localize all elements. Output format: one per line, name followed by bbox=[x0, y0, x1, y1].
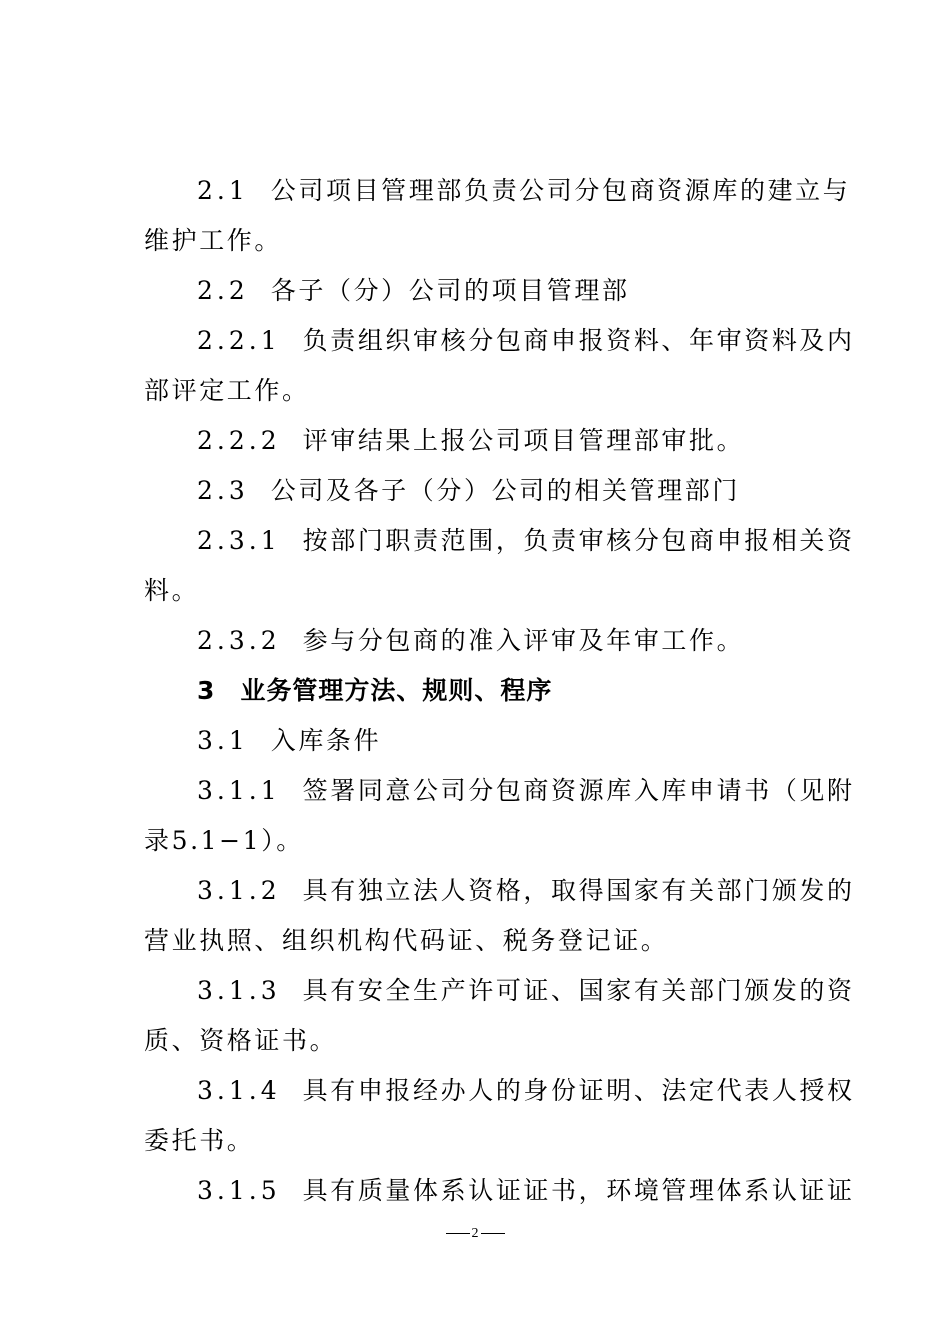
paragraph-2-2-2 bbox=[197, 426, 744, 456]
paragraph-text: 具有质量体系认证证书，环境管理体系认证证 bbox=[302, 1176, 855, 1205]
paragraph-text: 公司项目管理部负责公司分包商资源库的建立与 bbox=[270, 176, 851, 205]
paragraph-3-1-4 bbox=[197, 1076, 855, 1106]
section-number: 3 bbox=[197, 676, 219, 705]
footer-dash-right bbox=[481, 1233, 505, 1234]
paragraph-text: 具有申报经办人的身份证明、法定代表人授权 bbox=[302, 1076, 855, 1105]
paragraph-text: 按部门职责范围，负责审核分包商申报相关资 bbox=[302, 526, 855, 555]
page-number: 2 bbox=[471, 1226, 479, 1241]
section-number: 3.1.1 bbox=[197, 776, 281, 805]
paragraph-3-1-3 bbox=[197, 976, 855, 1006]
paragraph-2-2-1 bbox=[197, 326, 855, 356]
paragraph-continuation: 部评定工作。 bbox=[144, 376, 310, 405]
paragraph-text: 评审结果上报公司项目管理部审批。 bbox=[302, 426, 745, 455]
section-number: 3.1.2 bbox=[197, 876, 281, 905]
paragraph-text: 参与分包商的准入评审及年审工作。 bbox=[302, 626, 745, 655]
paragraph-text: 公司及各子（分）公司的相关管理部门 bbox=[270, 476, 740, 505]
section-number: 3.1.3 bbox=[197, 976, 281, 1005]
paragraph-text: 各子（分）公司的项目管理部 bbox=[270, 276, 630, 305]
section-number: 2.3 bbox=[197, 476, 249, 505]
paragraph-2-1 bbox=[197, 176, 850, 206]
paragraph-2-3-1 bbox=[197, 526, 855, 556]
section-heading-3 bbox=[197, 676, 552, 706]
paragraph-text: 具有独立法人资格，取得国家有关部门颁发的 bbox=[302, 876, 855, 905]
paragraph-2-3-2 bbox=[197, 626, 744, 656]
paragraph-3-1-1 bbox=[197, 776, 855, 806]
paragraph-continuation: 料。 bbox=[144, 576, 200, 605]
paragraph-3-1 bbox=[197, 726, 381, 756]
section-number: 2.3.2 bbox=[197, 626, 281, 655]
page-footer bbox=[0, 1226, 950, 1242]
section-number: 2.2.2 bbox=[197, 426, 281, 455]
paragraph-text: 入库条件 bbox=[270, 726, 382, 755]
paragraph-2-3 bbox=[197, 476, 740, 506]
heading-text: 业务管理方法、规则、程序 bbox=[240, 676, 553, 705]
paragraph-3-1-2 bbox=[197, 876, 855, 906]
paragraph-text: 具有安全生产许可证、国家有关部门颁发的资 bbox=[302, 976, 855, 1005]
paragraph-continuation: 委托书。 bbox=[144, 1126, 255, 1155]
section-number: 2.1 bbox=[197, 176, 249, 205]
section-number: 2.3.1 bbox=[197, 526, 281, 555]
section-number: 3.1.4 bbox=[197, 1076, 281, 1105]
paragraph-3-1-5 bbox=[197, 1176, 855, 1206]
section-number: 3.1 bbox=[197, 726, 249, 755]
paragraph-text: 负责组织审核分包商申报资料、年审资料及内 bbox=[302, 326, 855, 355]
section-number: 2.2 bbox=[197, 276, 249, 305]
paragraph-continuation: 维护工作。 bbox=[144, 226, 283, 255]
paragraph-2-2 bbox=[197, 276, 630, 306]
paragraph-continuation: 质、资格证书。 bbox=[144, 1026, 338, 1055]
section-number: 3.1.5 bbox=[197, 1176, 281, 1205]
footer-dash-left bbox=[446, 1233, 470, 1234]
paragraph-continuation: 营业执照、组织机构代码证、税务登记证。 bbox=[144, 926, 669, 955]
section-number: 2.2.1 bbox=[197, 326, 281, 355]
paragraph-text: 签署同意公司分包商资源库入库申请书（见附 bbox=[302, 776, 855, 805]
paragraph-continuation: 录5.1−1）。 bbox=[144, 826, 304, 855]
